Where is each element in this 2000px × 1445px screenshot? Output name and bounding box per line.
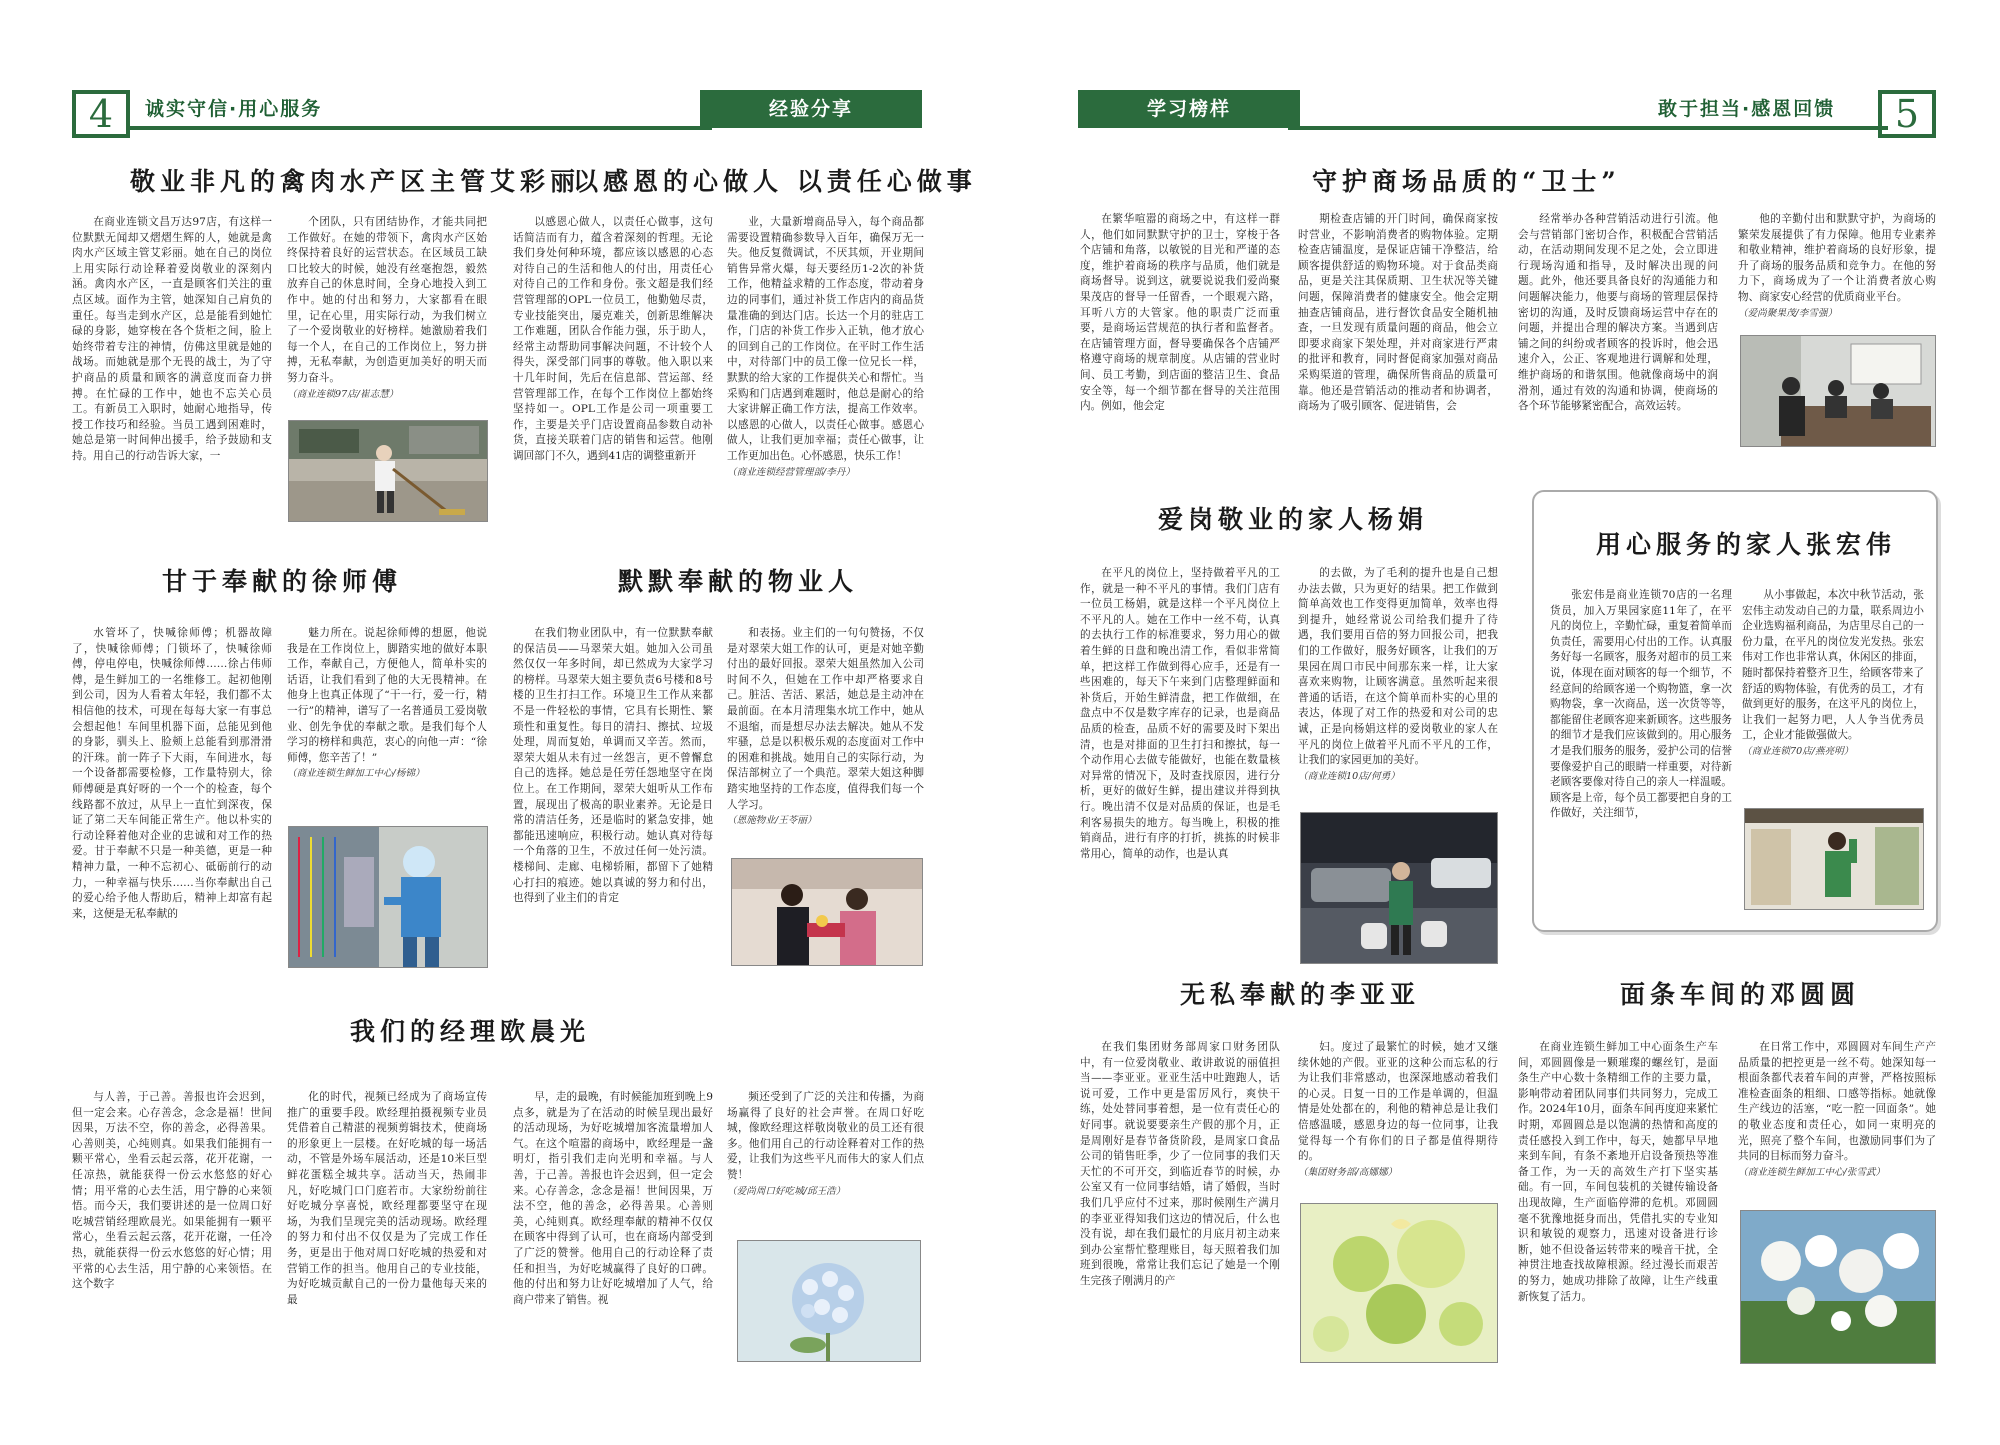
article-signature: （恩施物业/王苓丽） bbox=[727, 815, 817, 827]
article-signature: （商业连锁70店/燕亮明） bbox=[1742, 745, 1854, 757]
article-title: 甘于奉献的徐师傅 bbox=[162, 567, 403, 596]
section-label: 经验分享 bbox=[700, 90, 922, 128]
meeting-photo bbox=[1740, 335, 1936, 447]
article-body: 以感恩心做人，以责任心做事，这句话简洁而有力，蕴含着深刻的哲理。无论我们身处何种环境，都应该以感恩的心态对待自己的生活和他人的付出，用责任心对待自己的工作和身份。张文超是我们经营管理部的OPL一位员工，他勤勉尽责，专业技能突出，屡克难关，创新思维解决工作难题，团队合作能力强，乐于助人，经常主动帮助同事解决问题，不计较个人得失，深受部门同事的尊敬。他入职以来十几年时间，先后在信息部、营运部、经营管理部工作，在每个工作岗位上都始终坚持如一。OPL工作是公司一项重要工作，主要是关乎门店设置商品参数自动补货，直接关联着门店的销售和运营。他刚调回部门不久，遇到41店的调整重新开 bbox=[513, 216, 713, 462]
article-body: 在平凡的岗位上，坚持做着平凡的工作，就是一种不平凡的事情。我们门店有一位员工杨娟，就是这样一个平凡岗位上不平凡的人。她在工作中一丝不苟，认真的去执行工作的标准要求，努力用心的做着生鲜的日盘和晚出清工作，看似非常简单，把这样工作做到得心应手，还是有一些困难的，每天下午来到门店整理鲜面和补货后，开始生鲜清盘，把工作做细，在盘点中不仅是数字库存的记录，也是商品品质的检查，品质不好的需要及时下架出清，也是对排面的卫生打扫和擦拭，每一个动作用心去做专能做好，也能在数量核对异常的情况下，及时查找原因，进行分析，更好的做好生鲜，提出建议并得到执行。晚出清不仅是对品质的保证，也是毛利客易损失的地方。每当晚上，积极的推销商品，进行有序的打折，挑拣的时候非常用心，简单的动作，也是认真 bbox=[1080, 567, 1280, 860]
article-body: 早，走的最晚，有时候能加班到晚上9点多，就是为了在活动的时候呈现出最好的活动现场，为好吃城增加客流量增加人气。在这个喧嚣的商场中，欧经理是一盏明灯，指引我们走向光明和幸福。与人善，于己善。善报也许会迟到，但一定会来。心存善念，念念是福！世间因果，万法不空，他的善念，必得善果。心善则美，心纯则真。欧经理奉献的精神不仅仅在顾客中得到了认可，也在商场内部受到了广泛的赞誉。他用自己的行动诠释了责任和担当，为好吃城赢得了良好的口碑。他的付出和努力让好吃城增加了人气，给商户带来了销售。视 bbox=[513, 1091, 713, 1306]
electrician-photo bbox=[288, 826, 488, 968]
page-number: 4 bbox=[72, 90, 130, 138]
article-title: 无私奉献的李亚亚 bbox=[1180, 980, 1421, 1009]
article-body: 在我们物业团队中，有一位默默奉献的保洁员——马翠荣大姐。她加入公司虽然仅仅一年多时间，却已然成为大家学习的榜样。马翠荣大姐主要负责6号楼和8号楼的卫生打扫工作。环境卫生工作从来都不是一件轻松的事情，它具有长期性、繁琐性和重复性。每日的清扫、擦拭、垃圾处理，周而复始，单调而又辛苦。然而，翠荣大姐从未有过一丝怨言，更不曾懈怠自己的选择。她总是任劳任怨地坚守在岗位上。在工作期间，翠荣大姐听从工作布置，展现出了极高的职业素养。无论是日常的清洁任务，还是临时的紧急安排，她都能迅速响应，积极行动。她认真对待每一个角落的卫生，不放过任何一处污渍。楼梯间、走廊、电梯轿厢，都留下了她精心打扫的痕迹。她以真诚的努力和付出，也得到了业主们的肯定 bbox=[513, 627, 713, 905]
article-body: 和表扬。业主们的一句句赞扬，不仅是对翠荣大姐工作的认可，更是对她辛勤付出的最好回报。翠荣大姐虽然加入公司时间不久，但她在工作中却严格要求自己。脏活、苦活、累活，她总是主动冲在最前面。在本月清理集水坑工作中，她从不退缩，而是想尽办法去解决。她从不发牢骚，总是以积极乐观的态度面对工作中的困难和挑战。她用自己的实际行动，为保洁部树立了一个典范。翠荣大姐这种脚踏实地坚持的工作态度，值得我们每一个人学习。 （恩施物业/王苓丽） bbox=[727, 626, 924, 851]
article-signature: （爱尚聚果茂/李雪强） bbox=[1738, 307, 1838, 319]
award-photo bbox=[731, 858, 923, 966]
article-body: 妇。度过了最繁忙的时候，她才又继续休她的产假。亚亚的这种公而忘私的行为让我们非常感动，也深深地感动着我们的心灵。日复一日的工作是单调的，但温情是处处都在的，利他的精神总是让我们倍感温暖，感恩身边的每一位同事，让我觉得每一个有你们的日子都是值得期待的。 （集团财务部/高娜娜） bbox=[1298, 1040, 1498, 1190]
article-title: 守护商场品质的“卫士” bbox=[1312, 167, 1621, 196]
article-title: 用心服务的家人张宏伟 bbox=[1596, 530, 1897, 559]
article-title: 以感恩的心做人 以责任心做事 bbox=[573, 167, 977, 196]
article-title: 敬业非凡的禽肉水产区主管艾彩丽 bbox=[130, 167, 581, 196]
article-title: 我们的经理欧晨光 bbox=[350, 1017, 591, 1046]
article-body: 频还受到了广泛的关注和传播，为商场赢得了良好的社会声誉。在周口好吃城，像欧经理这样敬岗敬业的员工还有很多。他们用自己的行动诠释着对工作的热爱，让我们为这些平凡而伟大的家人们点赞！ （爱尚周口好吃城/邱王浩） bbox=[727, 1090, 924, 1240]
header-slogan: 敢于担当·感恩回馈 bbox=[1658, 98, 1836, 120]
clover-photo bbox=[1300, 1203, 1498, 1363]
header-rule bbox=[1288, 126, 1888, 130]
header-rule bbox=[130, 126, 712, 130]
shelf-photo bbox=[1744, 808, 1924, 910]
article-body: 在商业连锁生鲜加工中心面条生产车间，邓圆圆像是一颗璀璨的螺丝钉，是面条生产中心数十条精细工作的主要力量，影响带动着团队同事们共同努力，完成工作。2024年10月，面条车间再度迎来紧忙时期，邓圆圆总是以饱满的热情和高度的责任感投入到工作中，每天，她都早早地来到车间，有条不紊地开启设备预热等准备工作，为一天的高效生产打下坚实基础。有一回，车间包装机的关键传输设备出现故障，生产面临停滞的危机。邓圆圆毫不犹豫地挺身而出，凭借扎实的专业知识和敏锐的观察力，迅速对设备进行诊断，她不但设备运转带来的噪音干扰，全神贯注地查找故障根源。经过漫长而艰苦的努力，她成功排除了故障，让生产线重新恢复了活力。 bbox=[1518, 1041, 1718, 1303]
article-body: 张宏伟是商业连锁70店的一名理货员，加入万果园家庭11年了，在平凡的岗位上，辛勤忙碌，重复着简单而负责任，需要用心付出的工作。认真服务好每一名顾客，服务对超市的员工来说，体现在面对顾客的每一个细节，不经意间的给顾客递一个购物篮，拿一次购物袋，拿一次商品，送一次货等等，都能留住老顾客迎来新顾客。这些服务的细节才是我们应该做到的。用心服务才是我们服务的服务，爱护公司的信誉要像爱护自己的眼睛一样重要，对待新老顾客要像对待自己的亲人一样温暖。顾客是上帝，每个员工都要把自身的工作做好，关注细节， bbox=[1550, 589, 1732, 820]
article-signature: （商业连锁生鲜加工中心/张雪武） bbox=[1738, 1166, 1886, 1178]
article-body: 从小事做起，本次中秋节活动，张宏伟主动发动自己的力量，联系周边小企业选购福利商品，为店里尽自己的一份力量，在平凡的岗位发光发热。张宏伟对工作也非常认真，休闲区的排面，随时都保持着整齐卫生，给顾客带来了舒适的购物体验，有优秀的员工，才有做到更好的服务，在这平凡的岗位上，让我们一起努力吧，人人争当优秀员工，企业才能做强做大。 （商业连锁70店/燕亮明） bbox=[1742, 588, 1924, 803]
hydrangea-photo bbox=[737, 1240, 921, 1362]
white-flowers-photo bbox=[1740, 1210, 1936, 1364]
header-slogan: 诚实守信·用心服务 bbox=[145, 98, 323, 120]
article-signature: （商业连锁97店/崔志慧） bbox=[287, 388, 399, 400]
right-page bbox=[1000, 0, 2000, 1445]
article-body: 在商业连锁文昌万达97店，有这样一位默默无闻却又熠熠生辉的人，她就是禽肉水产区域主管艾彩丽。她在自己的岗位上用实际行动诠释着爱岗敬业的深刻内涵。禽肉水产区，一直是顾客们关注的重点区域。面作为主管，她深知自己肩负的重任。每当走到水产区，总是能看到她忙碌的身影，她穿梭在各个货柜之间，脸上始终带着专注的神情，仿佛这里就是她的战场。而她就是那个无畏的战士，为了守护商品的质量和顾客的满意度而奋力拼搏。在忙碌的工作中，她也不忘关心员工。有新员工入职时，她耐心地指导，传授工作技巧和经验。当员工遇到困难时，她总是第一时间伸出援手，给予鼓励和支持。用自己的行动告诉大家，一 bbox=[72, 216, 272, 462]
article-signature: （爱尚周口好吃城/邱王浩） bbox=[727, 1185, 846, 1197]
article-body: 在我们集团财务部周家口财务团队中，有一位爱岗敬业、敢讲敢说的丽值担当——李亚亚。亚亚生活中吐跑跑人，话说可爱，工作中更是雷厉风行，爽快干练，处处替同事着想，是一位有责任心的好同事。就说要要亲生产假的那个月，正是周刚好是春节备货阶段，是周家口食品公司的销售旺季，少了一位同事的我们天天忙的不可开交，到临近春节的时候，办公室又有一位同事结婚，请了婚假，当时我们几乎应付不过来，那时候刚生产满月的李亚亚得知我们这边的情况后，什么也没有说，却在我们最忙的月底月初主动来到办公室帮忙整理账目，每天照着我们加班到很晚，常常让我们忘记了她是一个刚生完孩子刚满月的产 bbox=[1080, 1041, 1280, 1287]
article-body: 个团队，只有团结协作，才能共同把工作做好。在她的带领下，禽肉水产区始终保持着良好的运营状态。在区域员工缺口比较大的时候，她没有丝毫抱怨，毅然放弃自己的休息时间，全身心地投入到工作中。她的付出和努力，大家都看在眼里，记在心里，用实际行动，为我们树立了一个爱岗敬业的好榜样。她激励着我们每一个人，在自己的工作岗位上，努力拼搏，无私奉献，为创造更加美好的明天而努力奋斗。 （商业连锁97店/崔志慧） bbox=[287, 215, 487, 405]
article-body: 与人善，于己善。善报也许会迟到，但一定会来。心存善念，念念是福！世间因果，万法不空，你的善念，必得善果。心善则美，心纯则真。如果我们能拥有一颗平常心，坐看云起云落，花开花谢，一任凉热，就能获得一份云水悠悠的好心情；用平常的心去生活，用宁静的心来领悟。而今天，我们要讲述的是一位周口好吃城营销经理欧晨光。如果能拥有一颗平常心，坐看云起云落，花开花谢，一任冷热，就能获得一份云水悠悠的好心情；用平常的心去生活，用宁静的心来领悟。在这个数字 bbox=[72, 1091, 272, 1291]
article-body: 他的辛勤付出和默默守护，为商场的繁荣发展提供了有力保障。他用专业素养和敬业精神，维护着商场的良好形象，提升了商场的服务品质和竞争力。在他的努力下，商场成为了一个让消费者放心购物、商家安心经营的优质商业平台。 （爱尚聚果茂/李雪强） bbox=[1738, 212, 1936, 332]
article-body: 期检查店铺的开门时间，确保商家按时营业，不影响消费者的购物体验。定期检查店铺温度，是保证店铺干净整洁，给顾客提供舒适的购物环境。对于食品类商品，更是关注其保质期、卫生状况等关键问题，保障消费者的健康安全。他会定期抽查店铺商品，进行督饮食品安全随机抽查，一旦发现有质量问题的商品，他会立即要求商家下架处理，并对商家进行严肃的批评和教育，同时督促商家加强对商品采购渠道的管理，确保所售商品的质量可靠。他还是营销活动的推动者和协调者，商场为了吸引顾客、促进销售，会 bbox=[1298, 213, 1498, 413]
article-signature: （商业连锁生鲜加工中心/杨锦） bbox=[287, 768, 425, 780]
page-number: 5 bbox=[1878, 90, 1936, 138]
article-signature: （集团财务部/高娜娜） bbox=[1298, 1166, 1398, 1178]
mopping-photo bbox=[288, 420, 488, 522]
article-title: 默默奉献的物业人 bbox=[618, 567, 859, 596]
article-body: 业，大量新增商品导入，每个商品都需要设置精确参数导入百年，确保万无一失。他反复微调试，不厌其烦，开业期间销售异常火爆，每天要经历1-2次的补货工作，他精益求精的工作态度，带动着身边的同事们，通过补货工作店内的商品货量准确的到达门店。长达一个月的驻店工作，门店的补货工作步入正轨，他才放心的回到自己的工作岗位。在平时工作生活中，对待部门中的员工像一位兄长一样，默默的给大家的工作提供关心和帮忙。当采购和门店遇到难题时，他总是耐心的给大家讲解正确工作方法，提高工作效率。以感恩的心做人，以责任心做事。感恩心做人，让我们更加幸福；责任心做事，让工作更加出色。心怀感恩，快乐工作！ （商业连锁经营管理部/李丹） bbox=[727, 215, 924, 520]
article-title: 面条车间的邓圆圆 bbox=[1620, 980, 1861, 1009]
article-body: 在繁华喧嚣的商场之中，有这样一群人，他们如同默默守护的卫士，穿梭于各个店铺和角落，以敏锐的目光和严谨的态度，维护着商场的秩序与品质，他们就是商场督导。说到这，就要说说我们爱尚聚果茂店的督导一任留香，一个眼观六路，耳听八方的大管家。他的职责广泛而重要，是商场运营规范的执行者和监督者。在店铺管理方面，督导要确保各个店铺严格遵守商场的规章制度。从店铺的营业时间、员工考勤，到店面的整洁卫生、食品安全等，每一个细节都在督导的关注范围内。例如，他会定 bbox=[1080, 213, 1280, 413]
article-body: 的去做，为了毛利的提升也是自己想办法去做，只为更好的结果。把工作做到简单高效也工作变得更加简单，效率也得到提升，她经常说公司给我们提升了待遇，我们要用百倍的努力回报公司，把我们的工作做好，服务好顾客，让我们的万果园在周口市民中间那东来一样，让大家喜欢来购物，让顾客满意。虽然听起来很普通的话语，在这个简单而朴实的心里的表达，体现了对工作的热爱和对公司的忠诚，正是向杨娟这样的爱岗敬业的家人在平凡的岗位上做着平凡而不平凡的工作，让我们的家园更加的美好。 （商业连锁10店/何勇） bbox=[1298, 566, 1498, 806]
article-body: 魅力所在。说起徐师傅的想愿，他说我是在工作岗位上，脚踏实地的做好本职工作，奉献自己，方便他人，简单朴实的话语，让我们看到了他的大无畏精神。在他身上也真正体现了“干一行，爱一行，精一行”的精神，谱写了一名普通员工爱岗敬业、创先争优的奉献之歌。是我们每个人学习的榜样和典范，衷心的向他一声：“徐师傅，您辛苦了！” （商业连锁生鲜加工中心/杨锦） bbox=[287, 626, 487, 811]
article-body: 经常举办各种营销活动进行引流。他会与营销部门密切合作，积极配合营销活动，在活动期间发现不足之处，会立即进行现场沟通和指导，及时解决出现的问题。此外，他还要具备良好的沟通能力和问题解决能力，他要与商场的管理层保持密切的沟通，及时反馈商场运营中存在的问题，并提出合理的解决方案。当遇到店铺之间的纠纷或者顾客的投诉时，他会迅速介入，公正、客观地进行调解和处理，维护商场的和谐氛围。他就像商场中的润滑剂，通过有效的沟通和协调，使商场的各个环节能够紧密配合，高效运转。 bbox=[1518, 213, 1718, 413]
store-night-photo bbox=[1300, 812, 1498, 964]
article-signature: （商业连锁10店/何勇） bbox=[1298, 770, 1400, 782]
section-label: 学习榜样 bbox=[1078, 90, 1300, 128]
article-body: 化的时代，视频已经成为了商场宣传推广的重要手段。欧经理拍摄视频专业员凭借着自己精湛的视频剪辑技术，使商场的形象更上一层楼。在好吃城的每一场活动，不管是外场车展活动，还是10米巨型鲜花蛋糕全城共享。活动当天，热闹非凡，好吃城门口门庭若市。大家纷纷前往好吃城分享喜悦，欧经理都要坚守在现场，为我们呈现完美的活动现场。欧经理的努力和付出不仅仅是为了完成工作任务，更是出于他对周口好吃城的热爱和对营销工作的担当。他用自己的专业技能，为好吃城贡献自己的一份力量他每天来的最 bbox=[287, 1091, 487, 1306]
article-body: 在日常工作中，邓圆圆对车间生产产品质量的把控更是一丝不苟。她深知每一根面条都代表着车间的声誉，严格按照标准检查面条的粗细、口感等指标。她就像生产线边的活塞，“吃一腔一回面条”。她的敬业态度和责任心，如同一束明亮的光，照亮了整个车间，也激励同事们为了共同的目标而努力奋斗。 （商业连锁生鲜加工中心/张雪武） bbox=[1738, 1040, 1936, 1205]
article-title: 爱岗敬业的家人杨娟 bbox=[1158, 505, 1429, 534]
article-body: 水管坏了，快喊徐师傅；机器故障了，快喊徐师傅；门锁坏了，快喊徐师傅，停电停电，快喊徐师傅……徐占伟师傅，是生鲜加工的一名维修工。起初他刚到公司，因为人看着太年轻，我们都不太相信他的技术，可现在每每大家一有事总会想起他！车间里机器下面，总能见到他的身影，驯头上、脸颊上总能看到那滑滑的汗珠。前一阵子下大雨，车间进水，每一个设备都需要检修，工作量特别大，徐师傅硬是真好呀的一个一个的检查，每个线路都不放过，从早上一直忙到深夜，保证了第二天车间能正常生产。他以朴实的行动诠释着他对企业的忠诚和对工作的热爱。甘于奉献不只是一种美德，更是一种精神力量，一种不忘初心、砥砺前行的动力，一种幸福与快乐……当你奉献出自己的爱心给予他人帮助后，精神上却富有起来，这便是无私奉献的 bbox=[72, 627, 272, 920]
article-signature: （商业连锁经营管理部/李丹） bbox=[727, 466, 855, 478]
